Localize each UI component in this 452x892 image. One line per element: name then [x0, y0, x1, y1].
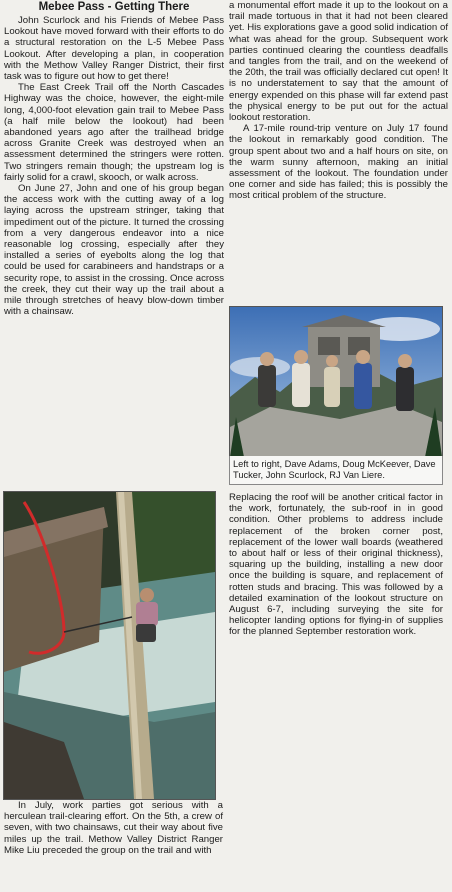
creek-crossing-photo [3, 491, 216, 800]
paragraph-6: Replacing the roof will be another critical factor in the work, fortunately, the sub-roof in in good condition. Other problems to address include replacement of the broken corner post, replacement of the lower wall boards (weathered to about half or less of their original thickness), squaring up the building, installing a new door once the building is square, and replacement of rotten studs and bracing. This was followed by a detailed examination of the lookout structure on August 6-7, including surveying the site for helicopter landing options for flying-in of supplies for the planned September restoration work. [229, 492, 443, 638]
article-title: Mebee Pass - Getting There [38, 1, 190, 13]
paragraph-3: On June 27, John and one of his group began the access work with the cutting away of a log laying across the upstream stringer, taking that impediment out of the picture. It turned the crossing from a very dangerous endeavor into a nice reasonable log crossing, especially after they installed a series of eyebolts along the log that could be used for carabineers and handstraps or a security rope, to assist in the crossing. Once across the creek, they cut their way up the trail about a mile through stretches of heavy blow-down timber with a chainsaw. [4, 183, 224, 318]
group-photo-image [230, 307, 442, 457]
photo-caption: Left to right, Dave Adams, Doug McKeever, Dave Tucker, John Scurlock, RJ Van Liere. [229, 456, 443, 485]
group-photo-lookout [229, 306, 443, 458]
left-column [4, 0, 224, 317]
creek-photo-image [4, 492, 215, 799]
paragraph-1: John Scurlock and his Friends of Mebee Pass Lookout have moved forward with their efforts to do a structural restoration on the L-5 Mebee Pass Lookout. After developing a plan, in cooperation with the Methow Valley Ranger District, their first task was to figure out how to get there! [4, 15, 224, 83]
left-column-lower [4, 800, 223, 856]
paragraph-7: In July, work parties got serious with a herculean trail-clearing effort. On the 5th, a crew of seven, with two chainsaws, cut their way about five miles up the trail. Methow Valley District Ranger Mike Liu preceded the group on the trail and with [4, 800, 223, 856]
right-column-lower [229, 492, 443, 638]
paragraph-4: a monumental effort made it up to the lookout on a trail made tortuous in that it had not been cleared yet. His explorations gave a good solid indication of what was ahead for the group. Subsequent work parties continued clearing the countless deadfalls and tangles from the trail, and on the weekend of the 20th, the trail was officially declared cut open! It is no understatement to say that the amount of energy expended on this phase will far extend past the physical energy to be put out for the actual lookout restoration. [229, 0, 448, 124]
paragraph-5: A 17-mile round-trip venture on July 17 found the lookout in remarkably good condition. The group spent about two and a half hours on site, on the warm sunny afternoon, making an initial assessment of the lookout. The foundation under one corner and side has failed; this is possibly the most critical problem of the structure. [229, 123, 448, 202]
paragraph-2: The East Creek Trail off the North Cascades Highway was the choice, however, the eight-mile long, 4,000-foot elevation gain trail to Mebee Pass (a half mile below the lookout) had been abandoned years ago after the trailhead bridge across Granite Creek was destroyed when an assessment determined the stringers were rotten. Two stringers remain though; the upstream log is fairly solid for a crawl, skooch, or walk across. [4, 82, 224, 183]
right-column [229, 0, 448, 202]
